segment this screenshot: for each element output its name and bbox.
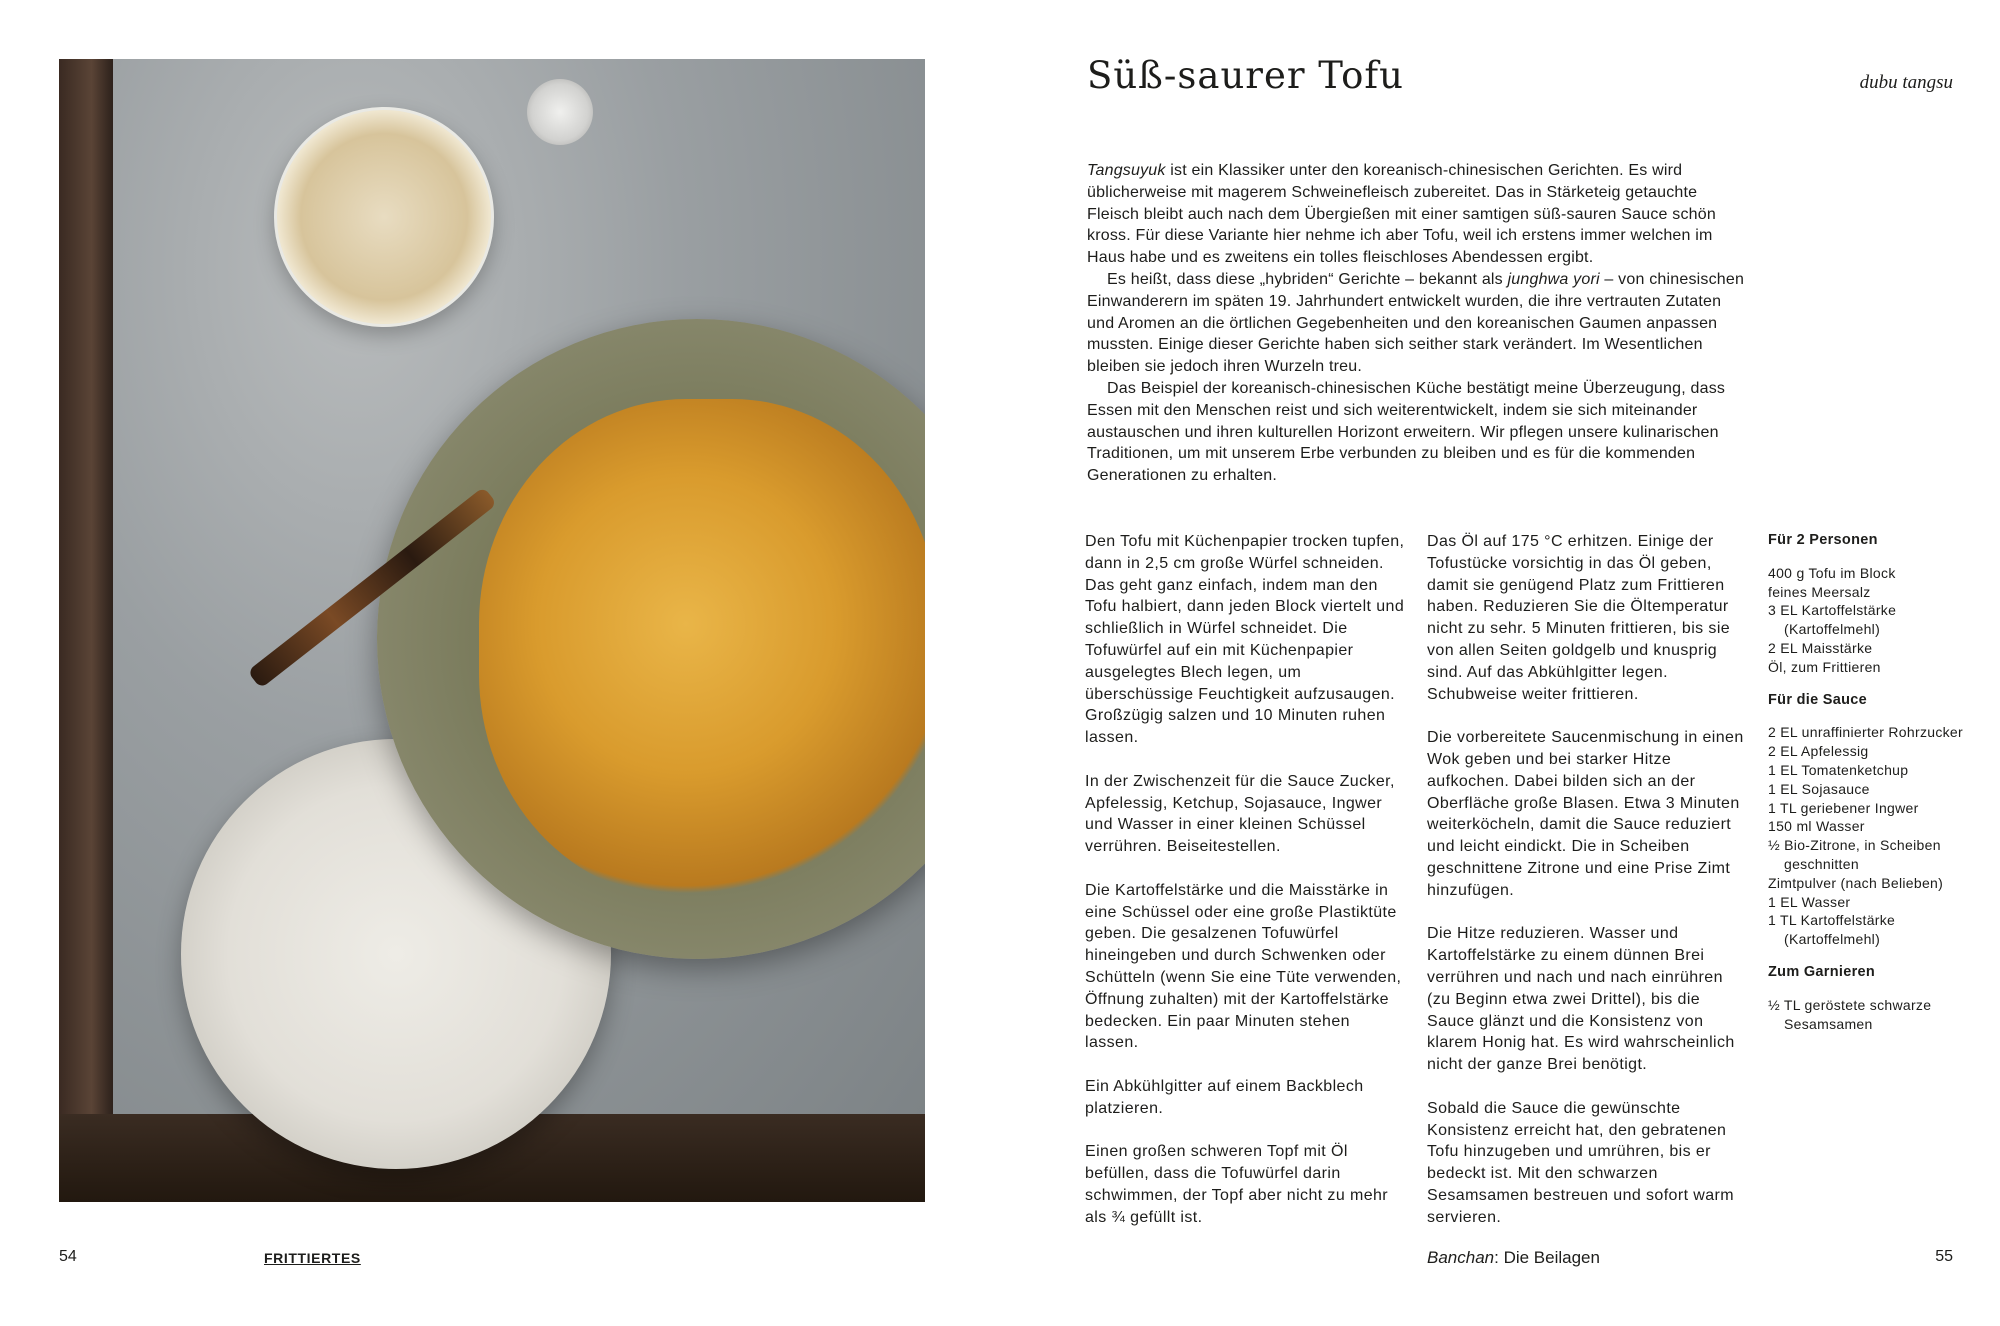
ingredient-item: 1 TL geriebener Ingwer [1768, 799, 1919, 816]
ingredient-group [1768, 564, 1968, 677]
ingredients-list [1768, 531, 1968, 1047]
book-title [1427, 1248, 1600, 1268]
ingredient-item: 2 EL unraffinierter Rohrzucker [1768, 724, 1963, 741]
ingredient-item: feines Meersalz [1768, 583, 1871, 600]
ingredient-item: Öl, zum Frittieren [1768, 658, 1881, 675]
ingredient-group [1768, 723, 1968, 949]
italic-term: junghwa yori [1507, 270, 1600, 288]
bottle-cap [527, 79, 593, 145]
page-number-left: 54 [59, 1248, 77, 1265]
page-number-right: 55 [1935, 1248, 1953, 1265]
ingredient-item: 1 EL Tomatenketchup [1768, 761, 1909, 778]
intro-text: – von chinesischen Einwanderern im späten 19. Jahrhundert entwickelt wurden, die ihre vertrauten Zutaten und Aromen an die örtlichen Gegebenheiten und den koreanischen Gaumen anpassen mussten. Einige dieser Gerichte haben sich seither stark verändert. Im Wesentlichen bleiben sie jedoch ihren Wurzeln treu. [1087, 270, 1745, 376]
ingredient-item: 400 g Tofu im Block [1768, 564, 1896, 581]
ingredient-group-heading: Für die Sauce [1768, 691, 1867, 708]
intro-text: ist ein Klassiker unter den koreanisch-chinesischen Gerichten. Es wird üblicherweise mit magerem Schweinefleisch zubereitet. Das in Stärketeig getauchte Fleisch bleibt auch nach dem Übergießen mit einer samtigen süß-sauren Sauce schön kross. Für diese Variante hier nehme ich aber Tofu, weil ich erstens immer welchen im Haus habe und es zweitens ein tolles fleischloses Abendessen ergibt. [1087, 162, 1716, 267]
ingredient-item: 3 EL Kartoffelstärke (Kartoffelmehl) [1768, 602, 1897, 638]
sweet-sour-tofu [479, 399, 925, 899]
method-step: Einen großen schweren Topf mit Öl befüllen, dass die Tofuwürfel darin schwimmen, der Topf aber nicht zu mehr als ¾ gefüllt ist. [1085, 1143, 1389, 1226]
ingredient-item: 2 EL Apfelessig [1768, 743, 1869, 760]
wood-table-edge [59, 59, 113, 1202]
method-step: Die vorbereitete Saucenmischung in einen Wok geben und bei starker Hitze aufkochen. Dabei bilden sich an der Oberfläche große Blasen. Etwa 3 Minuten weiterköcheln, damit die Sauce reduziert und leicht eindickt. Die in Scheiben geschnittene Zitrone und eine Prise Zimt hinzufügen. [1427, 729, 1744, 899]
book-title-rest: : Die Beilagen [1494, 1248, 1600, 1267]
method-column-2 [1427, 531, 1749, 1250]
recipe-title: Süß-saurer Tofu [1087, 54, 1404, 97]
ingredient-item: 2 EL Maisstärke [1768, 639, 1873, 656]
recipe-korean-name: dubu tangsu [1859, 72, 1953, 93]
ingredient-item: Zimtpulver (nach Belieben) [1768, 874, 1944, 891]
ingredient-item: ½ Bio-Zitrone, in Scheiben geschnitten [1768, 837, 1941, 872]
method-column-1 [1085, 531, 1407, 1250]
food-photo [59, 59, 925, 1202]
intro-text: Es heißt, dass diese „hybriden“ Gerichte – bekannt als [1107, 270, 1508, 288]
ingredient-item: 1 EL Sojasauce [1768, 780, 1870, 797]
intro-paragraph [1087, 160, 1752, 269]
section-name: FRITTIERTES [264, 1250, 361, 1266]
ingredient-item: 1 TL Kartoffelstärke (Kartoffelmehl) [1768, 912, 1896, 948]
beer-glass [274, 107, 494, 327]
intro-paragraph [1087, 269, 1752, 378]
method-step: In der Zwischenzeit für die Sauce Zucker, Apfelessig, Ketchup, Sojasauce, Ingwer und Wasser in einer kleinen Schüssel verrühren. Beiseitestellen. [1085, 772, 1395, 856]
intro-paragraph: Das Beispiel der koreanisch-chinesischen Küche bestätigt meine Überzeugung, dass Essen mit den Menschen reist und sich weiterentwickelt, indem sie sich miteinander austauschen und ihren kulturellen Horizont erweitern. Wir pflegen unsere kulinarischen Traditionen, um mit unserem Erbe verbunden zu bleiben und es für die kommenden Generationen zu erhalten. [1087, 379, 1726, 485]
ingredient-group-heading: Zum Garnieren [1768, 963, 1876, 980]
ingredient-group-heading: Für 2 Personen [1768, 532, 1878, 548]
method-step: Sobald die Sauce die gewünschte Konsistenz erreicht hat, den gebratenen Tofu hinzugeben und umrühren, bis er bedeckt ist. Mit den schwarzen Sesamsamen bestreuen und sofort warm servieren. [1427, 1099, 1734, 1226]
method-step: Den Tofu mit Küchenpapier trocken tupfen, dann in 2,5 cm große Würfel schneiden. Das geht ganz einfach, indem man den Tofu halbiert, dann jeden Block viertelt und schließlich in Würfel schneidet. Die Tofuwürfel auf ein mit Küchenpapier ausgelegtes Blech legen, um überschüssige Feuchtigkeit aufzusaugen. Großzügig salzen und 10 Minuten ruhen lassen. [1085, 533, 1405, 747]
ingredient-item: 1 EL Wasser [1768, 893, 1851, 910]
method-step: Die Kartoffelstärke und die Maisstärke in eine Schüssel oder eine große Plastiktüte geben. Die gesalzenen Tofuwürfel hineingeben und durch Schwenken oder Schütteln (wenn Sie eine Tüte verwenden, Öffnung zuhalten) mit der Kartoffelstärke bedecken. Ein paar Minuten stehen lassen. [1085, 881, 1402, 1052]
recipe-intro [1087, 160, 1752, 487]
ingredient-group [1768, 996, 1968, 1034]
ingredient-item: 150 ml Wasser [1768, 818, 1865, 835]
method-step: Ein Abkühlgitter auf einem Backblech platzieren. [1085, 1077, 1364, 1117]
italic-term: Tangsuyuk [1087, 162, 1166, 179]
ingredient-item: ½ TL geröstete schwarze Sesamsamen [1768, 996, 1932, 1032]
method-step: Die Hitze reduzieren. Wasser und Kartoffelstärke zu einem dünnen Brei verrühren und nach und nach einrühren (zu Beginn etwa zwei Drittel), bis die Sauce glänzt und die Konsistenz von klarem Honig hat. Es wird wahrscheinlich nicht der ganze Brei benötigt. [1427, 925, 1735, 1074]
method-step: Das Öl auf 175 °C erhitzen. Einige der Tofustücke vorsichtig in das Öl geben, damit sie genügend Platz zum Frittieren haben. Reduzieren Sie die Öltemperatur nicht zu sehr. 5 Minuten frittieren, bis sie von allen Seiten goldgelb und knusprig sind. Auf das Abkühlgitter legen. Schubweise weiter frittieren. [1427, 533, 1731, 703]
book-title-italic: Banchan [1427, 1248, 1495, 1267]
